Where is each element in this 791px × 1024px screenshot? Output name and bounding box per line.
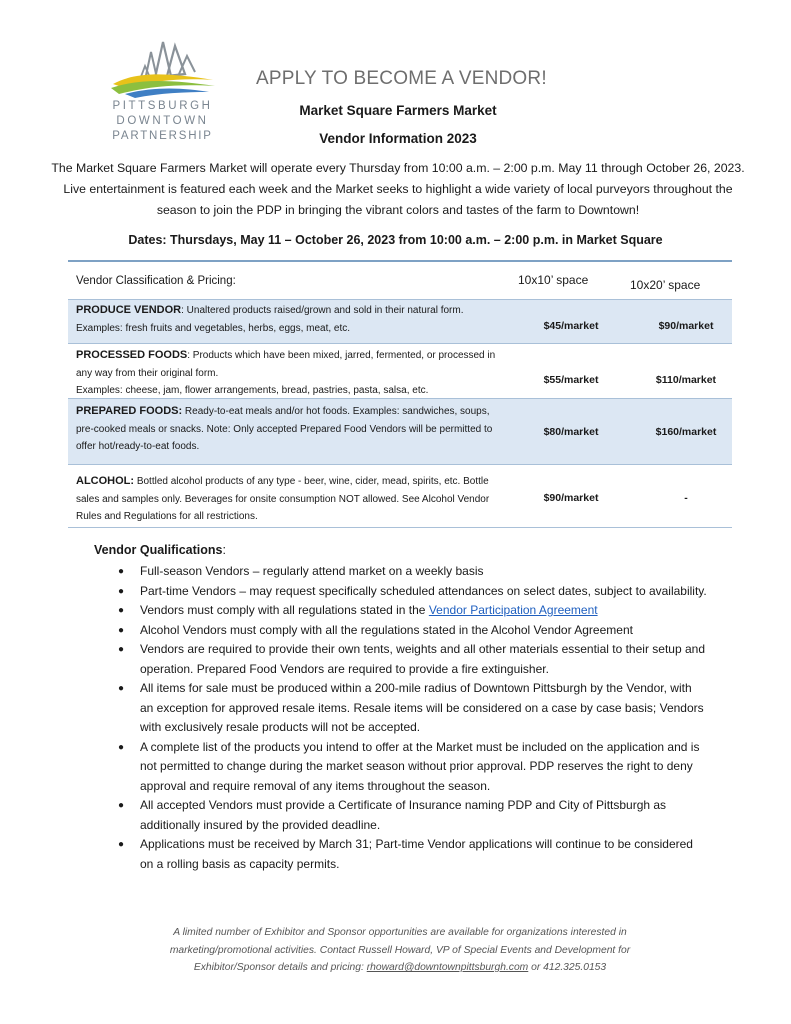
pricing-table [68, 260, 732, 528]
qualifications-heading-text: Vendor Qualifications [94, 543, 223, 557]
vendor-info-title: Vendor Information 2023 [319, 131, 477, 146]
price-large: - [684, 492, 688, 504]
logo-line-2: DOWNTOWN [116, 115, 209, 127]
skyline-wave-icon [105, 38, 220, 98]
row-title: PROCESSED FOODS [76, 349, 188, 361]
list-item-text: Vendors are required to provide their own tents, weights and all other materials essential to their setup and operation. Prepared Food Vendors are required to provide a fire extinguisher. [140, 642, 705, 676]
footer-note [130, 924, 670, 977]
price-small: $55/market [543, 374, 599, 386]
qualifications-heading-colon: : [222, 543, 226, 557]
logo-line-3: PARTNERSHIP [112, 130, 213, 142]
row-examples: Examples: cheese, jam, flower arrangements, bread, pastries, pasta, salsa, etc. [76, 385, 429, 396]
list-item-text: Full-season Vendors – regularly attend market on a weekly basis [140, 564, 484, 578]
list-item-text: All items for sale must be produced within a 200-mile radius of Downtown Pittsburgh by the Vendor, with an exception for approved resale items. Resale items will be considered on a case by case basis; Vendors with exclusively resale products will not be accepted. [140, 681, 704, 734]
qualifications-heading [94, 543, 226, 557]
list-item-text: Part-time Vendors – may request specifically scheduled attendances on select dates, subject to availability. [140, 583, 707, 598]
row-text: Bottled alcohol products of any type - beer, wine, cider, mead, spirits, etc. Bottle sales and samples only. Beverages for onsite consumption NOT allowed. See Alcohol Vendor Rules and Regulations for all restrictions. [76, 476, 490, 522]
row-text: : Unaltered products raised/grown and sold in their natural form. Examples: fresh fruits and vegetables, herbs, eggs, meat, etc. [76, 305, 464, 334]
list-item-text: Alcohol Vendors must comply with all the regulations stated in the Alcohol Vendor Agreement [140, 622, 633, 637]
price-small: $45/market [543, 320, 599, 332]
bullet-icon: ● [118, 800, 125, 811]
row-text: : Products which have been mixed, jarred, fermented, or processed in any way from their original form. [76, 350, 496, 379]
row-title: ALCOHOL: [76, 475, 135, 487]
footer-text: A limited number of Exhibitor and Sponsor opportunities are available for organizations interested in marketing/promotional activities. Contact Russell Howard, VP of Special Events and Development for Exhibitor/Sponsor details and pricing: [169, 927, 631, 973]
table-row-processed [68, 344, 732, 399]
qualifications-list [118, 562, 708, 874]
row-description [76, 403, 506, 456]
bullet-icon: ● [118, 839, 125, 850]
bullet-icon: ● [118, 585, 125, 597]
intro-paragraph: The Market Square Farmers Market will operate every Thursday from 10:00 a.m. – 2:00 p.m. May 11 through October 26, 2023. Live entertainment is featured each week and the Market seeks to highlight a wide variety of local purveyors throughout the season to join the PDP in bringing the vibrant colors and tastes of the farm to Downtown! [51, 161, 745, 217]
list-item-text: All accepted Vendors must provide a Certificate of Insurance naming PDP and City of Pittsburgh as additionally insured by the provided deadline. [140, 798, 667, 832]
bullet-icon: ● [118, 683, 125, 694]
bullet-icon: ● [118, 624, 125, 636]
table-row-produce [68, 300, 732, 344]
bullet-icon: ● [118, 566, 125, 577]
contact-email-link[interactable]: rhoward@downtownpittsburgh.com [366, 962, 529, 973]
list-item-text: A complete list of the products you intend to offer at the Market must be included on the application and is not permitted to change during the market season without prior approval. PDP reserves the right to deny approval and require removal of any items throughout the season. [140, 739, 700, 793]
vendor-agreement-link[interactable]: Vendor Participation Agreement [428, 603, 598, 617]
price-large: $160/market [655, 426, 717, 438]
row-description [76, 302, 506, 337]
footer-phone: or 412.325.0153 [528, 962, 607, 973]
row-title: PRODUCE VENDOR [76, 304, 182, 316]
row-title: PREPARED FOODS: [76, 405, 183, 417]
price-large: $90/market [658, 320, 714, 332]
list-item [118, 835, 708, 874]
list-item [118, 738, 708, 797]
list-item [118, 562, 708, 582]
table-header-row [68, 262, 732, 300]
bullet-icon: ● [118, 644, 125, 655]
logo-line-1: PITTSBURGH [112, 100, 213, 112]
list-item [118, 679, 708, 738]
list-item [118, 796, 708, 835]
list-item [118, 601, 708, 621]
table-row-prepared [68, 399, 732, 465]
header-large-space: 10x20’ space [630, 278, 701, 292]
row-description [76, 473, 506, 526]
list-item-text: Applications must be received by March 31; Part-time Vendor applications will continue to be considered on a rolling basis as capacity permits. [140, 837, 693, 871]
header-small-space: 10x10’ space [518, 273, 589, 287]
list-item [118, 640, 708, 679]
list-item [118, 621, 708, 641]
bullet-icon: ● [118, 605, 125, 616]
bullet-icon: ● [118, 741, 125, 753]
list-item-text: Vendors must comply with all regulations stated in the [140, 603, 429, 617]
row-description [76, 347, 506, 400]
dates-line: Dates: Thursdays, May 11 – October 26, 2023 from 10:00 a.m. – 2:00 p.m. in Market Square [128, 233, 663, 247]
price-small: $80/market [543, 426, 599, 438]
price-large: $110/market [655, 374, 717, 386]
apply-title: APPLY TO BECOME A VENDOR! [256, 68, 547, 89]
list-item [118, 582, 708, 602]
price-small: $90/market [543, 492, 599, 504]
table-row-alcohol [68, 465, 732, 528]
row-text: Ready-to-eat meals and/or hot foods. Examples: sandwiches, soups, pre-cooked meals or snacks. Note: Only accepted Prepared Food Vendors will be permitted to offer hot/ready-to-eat foods. [76, 406, 493, 452]
market-name: Market Square Farmers Market [299, 103, 497, 118]
header-classification: Vendor Classification & Pricing: [76, 275, 236, 287]
